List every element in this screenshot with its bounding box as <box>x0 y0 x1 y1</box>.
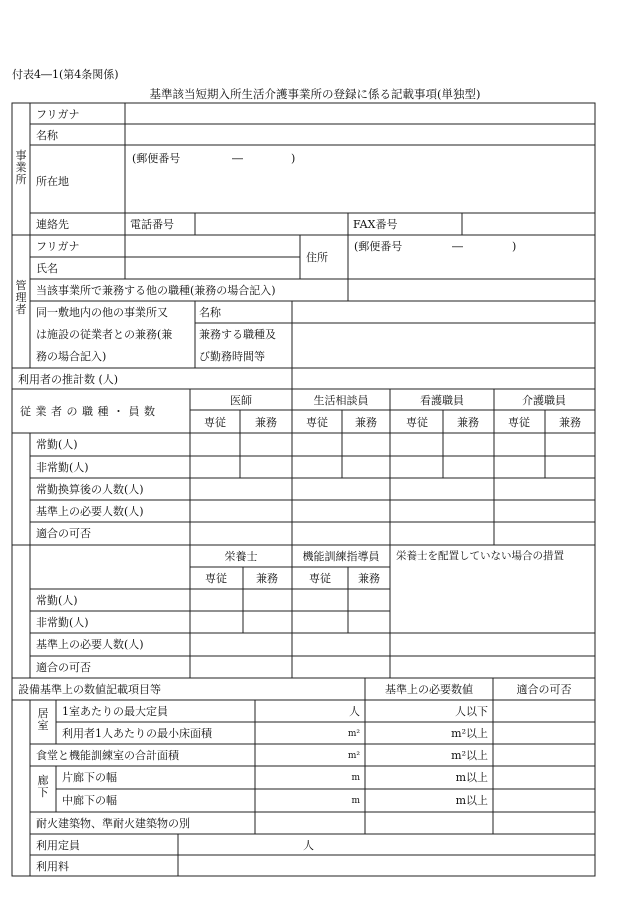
manager-postal-close: ) <box>512 240 517 253</box>
office-contact-label: 連絡先 <box>36 218 69 231</box>
users-estimate-label: 利用者の推計数 (人) <box>18 373 119 386</box>
office-name-label: 名称 <box>36 129 58 142</box>
office-fax-label: FAX番号 <box>353 218 398 231</box>
staff-row-conform: 適合の可否 <box>36 527 91 540</box>
staff2-row-conform: 適合の可否 <box>36 661 91 674</box>
staff-job-nurse: 看護職員 <box>420 394 464 407</box>
manager-other-line3: 務の場合記入) <box>36 350 107 363</box>
facility-req-dining-area: m²以上 <box>451 749 488 762</box>
manager-postal-dash: ― <box>452 240 463 253</box>
staff-job-counselor: 生活相談員 <box>313 394 369 407</box>
manager-concurrent-label: 当該事業所で兼務する他の職種(兼務の場合記入) <box>36 284 276 297</box>
staff-job-doctor: 医師 <box>230 394 252 407</box>
manager-other-job-line2: び勤務時間等 <box>199 350 265 363</box>
staff2-full-trainer: 専従 <box>309 572 331 585</box>
office-postal-dash: ― <box>232 152 243 165</box>
facility-row-min-area: 利用者1人あたりの最小床面積 <box>62 727 212 740</box>
staff-job-caregiver: 介護職員 <box>522 394 566 407</box>
office-address-label: 所在地 <box>36 175 69 188</box>
facility-unit-single-corridor: m <box>351 773 360 783</box>
staff-row-parttime: 非常勤(人) <box>36 461 89 474</box>
office-furigana-label: フリガナ <box>36 108 80 121</box>
staff-full-doctor: 専従 <box>204 416 226 429</box>
facility-row-middle-corridor: 中廊下の幅 <box>62 794 117 807</box>
facility-fee-label: 利用料 <box>36 860 69 873</box>
facility-capacity-label: 利用定員 <box>36 839 80 852</box>
manager-furigana-label: フリガナ <box>36 240 80 253</box>
facility-room-label: 居 室 <box>37 707 49 732</box>
staff-full-nurse: 専従 <box>406 416 428 429</box>
staff2-dual-dietitian: 兼務 <box>256 572 278 585</box>
staff-header: 従 業 者 の 職 種 ・ 員 数 <box>20 405 156 418</box>
staff-dual-doctor: 兼務 <box>255 416 277 429</box>
staff-dual-nurse: 兼務 <box>457 416 479 429</box>
manager-name-label: 氏名 <box>36 262 58 275</box>
staff2-row-fulltime: 常勤(人) <box>36 594 78 607</box>
facility-req-min-area: m²以上 <box>451 727 488 740</box>
manager-other-job-line1: 兼務する職種及 <box>199 328 276 341</box>
facility-fireproof-label: 耐火建築物、準耐火建築物の別 <box>36 817 190 830</box>
staff-row-fulltime: 常勤(人) <box>36 438 78 451</box>
staff2-row-required: 基準上の必要人数(人) <box>36 638 144 651</box>
staff-dual-counselor: 兼務 <box>355 416 377 429</box>
staff2-job-trainer: 機能訓練指導員 <box>302 550 380 563</box>
manager-other-line2: は施設の従業者との兼務(兼 <box>36 328 173 341</box>
staff-row-required: 基準上の必要人数(人) <box>36 505 144 518</box>
facility-row-dining-area: 食堂と機能訓練室の合計面積 <box>36 749 179 762</box>
staff2-job-dietitian: 栄養士 <box>224 550 258 563</box>
manager-other-name-label: 名称 <box>199 306 221 319</box>
document-reference: 付表4―1(第4条関係) <box>12 68 119 81</box>
office-postal-close: ) <box>291 152 296 165</box>
office-postal-label: (郵便番号 <box>132 152 181 165</box>
facility-row-max-capacity: 1室あたりの最大定員 <box>62 705 168 718</box>
staff-full-caregiver: 専従 <box>508 416 530 429</box>
facility-unit-min-area: m² <box>347 729 360 739</box>
facility-unit-dining-area: m² <box>347 751 360 761</box>
office-section-label: 事 業 所 <box>15 149 27 186</box>
facility-row-single-corridor: 片廊下の幅 <box>62 771 117 784</box>
staff2-dual-trainer: 兼務 <box>358 572 380 585</box>
facility-req-middle-corridor: m以上 <box>455 794 488 807</box>
facility-conform-header: 適合の可否 <box>516 683 572 696</box>
manager-postal-label: (郵便番号 <box>354 240 403 253</box>
office-phone-label: 電話番号 <box>130 218 174 231</box>
facility-header: 設備基準上の数値記載項目等 <box>18 683 161 696</box>
facility-req-max-capacity: 人以下 <box>455 705 488 718</box>
staff2-no-dietitian-label: 栄養士を配置していない場合の措置 <box>396 550 564 562</box>
staff-row-converted: 常勤換算後の人数(人) <box>36 483 144 496</box>
facility-req-single-corridor: m以上 <box>455 771 488 784</box>
staff-full-counselor: 専従 <box>306 416 328 429</box>
document-title: 基準該当短期入所生活介護事業所の登録に係る記載事項(単独型) <box>149 87 481 101</box>
facility-unit-middle-corridor: m <box>351 796 360 806</box>
facility-required-header: 基準上の必要数値 <box>385 683 473 696</box>
staff2-full-dietitian: 専従 <box>205 572 227 585</box>
facility-unit-max-capacity: 人 <box>349 705 360 718</box>
facility-corridor-label: 廊 下 <box>37 774 49 799</box>
manager-section-label: 管 理 者 <box>15 279 27 316</box>
manager-address-label: 住所 <box>306 251 328 264</box>
staff2-row-parttime: 非常勤(人) <box>36 616 89 629</box>
manager-other-line1: 同一敷地内の他の事業所又 <box>36 306 168 319</box>
facility-capacity-unit: 人 <box>303 839 314 852</box>
staff-dual-caregiver: 兼務 <box>559 416 581 429</box>
